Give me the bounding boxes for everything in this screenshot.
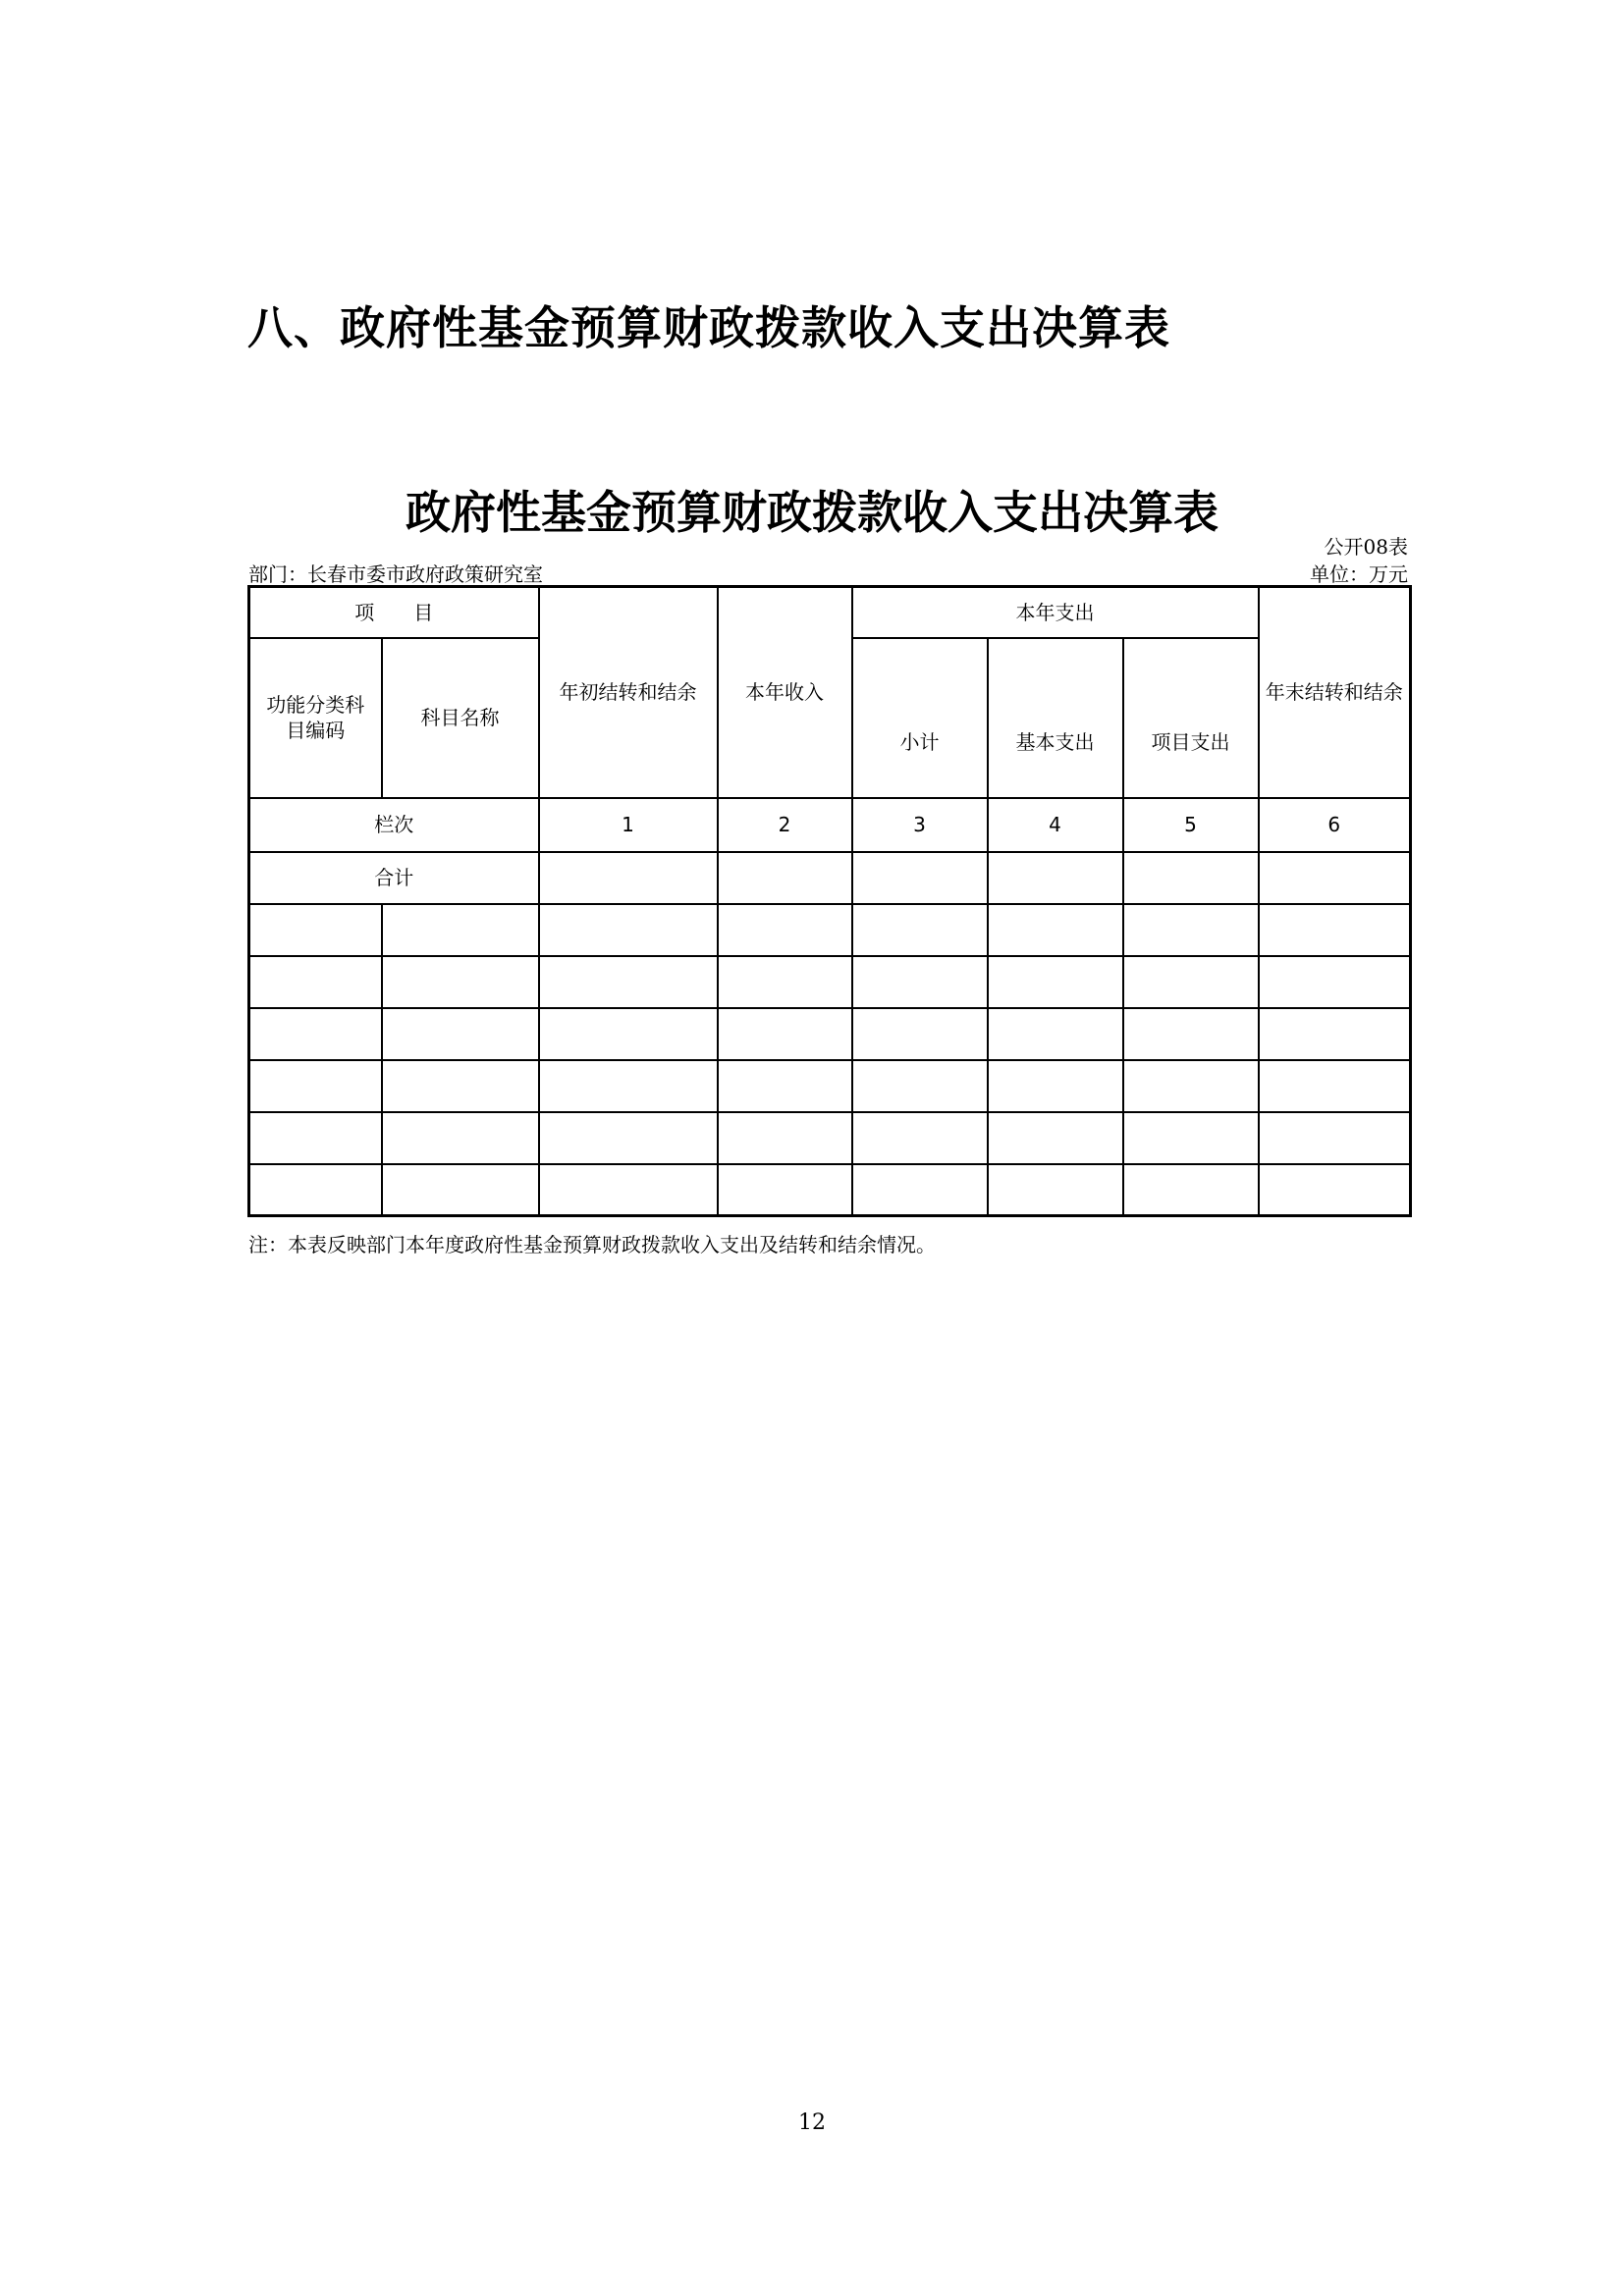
total-label: 合计 bbox=[249, 852, 539, 904]
table-row bbox=[249, 1112, 1411, 1164]
total-cell bbox=[718, 852, 852, 904]
table-row bbox=[249, 1164, 1411, 1216]
header-closing-balance: 年末结转和结余 bbox=[1259, 587, 1411, 798]
table-title: 政府性基金预算财政拨款收入支出决算表 bbox=[406, 486, 1218, 539]
total-cell bbox=[988, 852, 1123, 904]
header-current-expenditure: 本年支出 bbox=[852, 587, 1259, 638]
header-func-code: 功能分类科目编码 bbox=[249, 638, 382, 798]
header-subject-name: 科目名称 bbox=[382, 638, 539, 798]
section-heading: 八、政府性基金预算财政拨款收入支出决算表 bbox=[247, 301, 1170, 354]
header-item: 项 目 bbox=[249, 587, 539, 638]
column-index: 6 bbox=[1259, 798, 1411, 852]
column-index: 3 bbox=[852, 798, 988, 852]
header-current-income: 本年收入 bbox=[718, 587, 852, 798]
total-cell bbox=[539, 852, 718, 904]
total-cell bbox=[1259, 852, 1411, 904]
column-index: 2 bbox=[718, 798, 852, 852]
header-basic-expenditure: 基本支出 bbox=[988, 638, 1123, 798]
table-row bbox=[249, 1008, 1411, 1060]
form-code: 公开08表 bbox=[1324, 535, 1408, 559]
budget-table bbox=[247, 585, 1412, 1217]
column-index-label: 栏次 bbox=[249, 798, 539, 852]
total-cell bbox=[852, 852, 988, 904]
header-subtotal: 小计 bbox=[852, 638, 988, 798]
column-index: 5 bbox=[1123, 798, 1259, 852]
column-index: 1 bbox=[539, 798, 718, 852]
header-project-expenditure: 项目支出 bbox=[1123, 638, 1259, 798]
total-cell bbox=[1123, 852, 1259, 904]
unit-label: 单位：万元 bbox=[1310, 562, 1408, 586]
header-opening-balance: 年初结转和结余 bbox=[539, 587, 718, 798]
page-number: 12 bbox=[798, 2110, 826, 2135]
column-index: 4 bbox=[988, 798, 1123, 852]
table-row bbox=[249, 904, 1411, 956]
table-row bbox=[249, 1060, 1411, 1112]
department-label: 部门：长春市委市政府政策研究室 bbox=[248, 562, 543, 586]
table-note: 注：本表反映部门本年度政府性基金预算财政拨款收入支出及结转和结余情况。 bbox=[248, 1233, 936, 1256]
table-row bbox=[249, 956, 1411, 1008]
